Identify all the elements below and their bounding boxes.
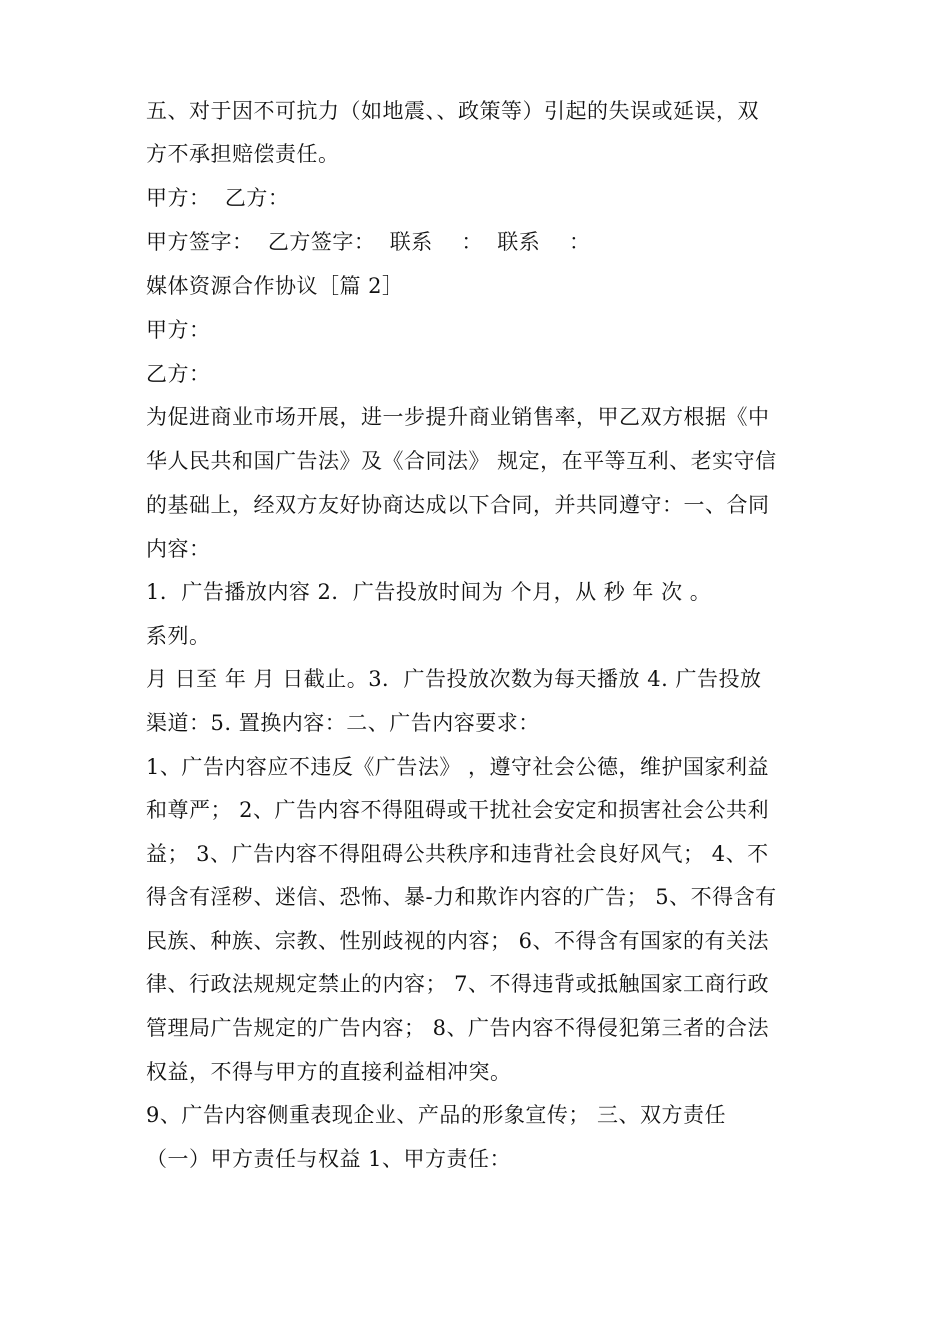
text-line: 为促进商业市场开展，进一步提升商业销售率，甲乙双方根据《中 [146, 405, 770, 429]
text-line: 渠道：5. 置换内容：二、广告内容要求： [146, 711, 540, 735]
text-line: 1、广告内容应不违反《广告法》 ，遵守社会公德，维护国家利益 [146, 755, 770, 779]
text-line: 甲方： [146, 318, 211, 342]
text-line: 乙方： [146, 362, 211, 386]
text-line: 管理局广告规定的广告内容； 8、广告内容不得侵犯第三者的合法 [146, 1016, 770, 1040]
text-line: 的基础上，经双方友好协商达成以下合同，并共同遵守：一、合同 [146, 493, 770, 517]
text-line: 民族、种族、宗教、性别歧视的内容； 6、不得含有国家的有关法 [146, 929, 770, 953]
text-line: 月 日至 年 月 日截止。3．广告投放次数为每天播放 4. 广告投放 [146, 667, 762, 691]
text-line: （一）甲方责任与权益 1、甲方责任： [146, 1147, 512, 1171]
text-line: 五、对于因不可抗力（如地震、、政策等）引起的失误或延误，双 [146, 99, 759, 123]
text-line: 益； 3、广告内容不得阻碍公共秩序和违背社会良好风气； 4、不 [146, 842, 769, 866]
text-line: 和尊严； 2、广告内容不得阻碍或干扰社会安定和损害社会公共利 [146, 798, 770, 822]
text-line: 9、广告内容侧重表现企业、产品的形象宣传； 三、双方责任 [146, 1103, 727, 1127]
text-line: 系列。 [146, 624, 211, 648]
text-line: 甲方签字： 乙方签字： 联系 ： 联系 ： [146, 230, 591, 254]
section-title: 媒体资源合作协议［篇 2］ [146, 274, 404, 298]
text-line: 律、行政法规规定禁止的内容； 7、不得违背或抵触国家工商行政 [146, 972, 770, 996]
text-line: 内容： [146, 537, 211, 561]
text-line: 方不承担赔偿责任。 [146, 142, 340, 166]
text-line: 甲方： 乙方： [146, 186, 290, 210]
text-line: 得含有淫秽、迷信、恐怖、暴-力和欺诈内容的广告； 5、不得含有 [146, 885, 777, 909]
text-line: 1．广告播放内容 2．广告投放时间为 个月，从 秒 年 次 。 [146, 580, 712, 604]
text-line: 权益，不得与甲方的直接利益相冲突。 [146, 1060, 512, 1084]
text-line: 华人民共和国广告法》及《合同法》 规定，在平等互利、老实守信 [146, 449, 777, 473]
